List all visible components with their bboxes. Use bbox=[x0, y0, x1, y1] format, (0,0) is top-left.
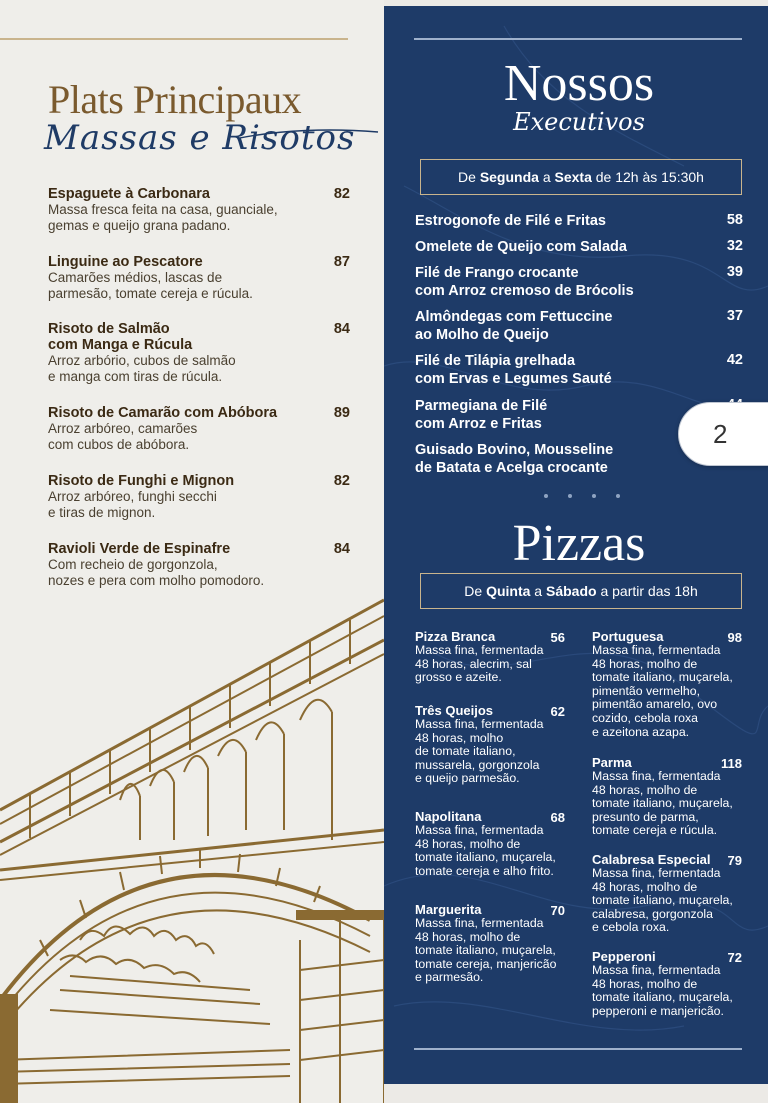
item-name-line2: com Arroz e Fritas bbox=[415, 416, 542, 432]
dish-name: Risoto de Funghi e Mignon bbox=[48, 473, 235, 489]
item-price: 37 bbox=[726, 308, 743, 324]
pizza-price: 68 bbox=[550, 810, 565, 825]
pizza-desc: Massa fina, fermentada bbox=[415, 916, 544, 930]
pizza-name: Marguerita bbox=[415, 902, 482, 917]
dish-name: Espaguete à Carbonara bbox=[48, 186, 210, 202]
dish-desc: parmesão, tomate cereja e rúcula. bbox=[48, 285, 253, 301]
pizza-desc: tomate cereja, manjericão bbox=[415, 956, 557, 971]
pizza-desc: 48 horas, molho de bbox=[592, 782, 698, 797]
pizza-desc: tomate italiano, muçarela, bbox=[415, 850, 556, 865]
dish-desc: Arroz arbório, cubos de salmão bbox=[48, 353, 236, 368]
executive-subtitle: Executivos bbox=[513, 108, 645, 136]
schedule-hours: de 12h às 15:30h bbox=[591, 169, 704, 185]
pizza-desc: tomate italiano, muçarela, bbox=[592, 990, 733, 1005]
item-price: 42 bbox=[726, 352, 743, 368]
pizza-desc: e queijo parmesão. bbox=[415, 771, 520, 786]
pizza-desc: tomate cereja e rúcula. bbox=[592, 823, 718, 838]
dish-name: Ravioli Verde de Espinafre bbox=[48, 541, 231, 557]
pizza-name: Portuguesa bbox=[592, 629, 664, 644]
executive-item bbox=[415, 212, 743, 230]
executive-schedule bbox=[420, 159, 742, 195]
section-title: Plats Principaux bbox=[48, 77, 302, 122]
page-number: 2 bbox=[713, 419, 728, 449]
top-divider bbox=[0, 38, 348, 40]
item-name-line2: com Arroz cremoso de Brócolis bbox=[415, 283, 634, 299]
pizza-desc: e cebola roxa. bbox=[592, 920, 670, 935]
schedule-day-start: Quinta bbox=[486, 583, 531, 599]
pizza-desc: Massa fina, fermentada bbox=[592, 866, 721, 880]
bridge-illustration bbox=[0, 580, 384, 1103]
item-name: Omelete de Queijo com Salada bbox=[415, 239, 627, 255]
dish-desc: e manga com tiras de rúcula. bbox=[48, 368, 223, 384]
item-name: Filé de Tilápia grelhada bbox=[415, 353, 576, 369]
item-name-line2: de Batata e Acelga crocante bbox=[415, 460, 608, 476]
schedule-text: De bbox=[464, 583, 487, 599]
dish-price: 87 bbox=[333, 254, 350, 270]
dish-desc: Camarões médios, lascas de bbox=[48, 270, 223, 285]
pizza-desc: 48 horas, molho bbox=[415, 730, 504, 745]
top-divider bbox=[414, 38, 742, 40]
dish-name: Linguine ao Pescatore bbox=[48, 254, 203, 270]
pizza-item bbox=[415, 630, 565, 685]
schedule-text: De bbox=[458, 169, 480, 185]
pizza-desc: Massa fina, fermentada bbox=[592, 963, 721, 977]
pizza-desc: presunto de parma, bbox=[592, 809, 699, 824]
schedule-day-start: Segunda bbox=[479, 169, 539, 185]
pizza-desc: tomate cereja e alho frito. bbox=[415, 863, 554, 878]
dish-desc: Arroz arbóreo, camarões bbox=[48, 421, 198, 436]
pizza-desc: 48 horas, molho de bbox=[592, 879, 698, 894]
pizza-price: 70 bbox=[550, 903, 565, 918]
page-number-tab[interactable] bbox=[678, 402, 768, 466]
pizza-desc: e parmesão. bbox=[415, 970, 484, 985]
dish-item bbox=[48, 186, 352, 233]
pizza-item bbox=[415, 903, 565, 985]
item-name-line2: com Ervas e Legumes Sauté bbox=[415, 371, 612, 387]
dish-desc: com cubos de abóbora. bbox=[48, 436, 190, 452]
item-name: Almôndegas com Fettuccine bbox=[415, 309, 613, 325]
dish-price: 82 bbox=[333, 186, 350, 202]
executive-item bbox=[415, 264, 743, 300]
pizza-desc: Massa fina, fermentada bbox=[415, 823, 544, 837]
pizza-price: 62 bbox=[550, 704, 565, 719]
dish-price: 82 bbox=[333, 473, 350, 489]
schedule-hours: a partir das 18h bbox=[596, 583, 698, 599]
executive-item bbox=[415, 308, 743, 344]
dish-item bbox=[48, 405, 352, 452]
pizza-name: Parma bbox=[592, 755, 632, 770]
pizza-desc: 48 horas, molho de bbox=[415, 836, 521, 851]
dot-separator bbox=[542, 492, 622, 500]
pizza-name: Três Queijos bbox=[415, 703, 494, 718]
executive-item bbox=[415, 352, 743, 388]
pizza-title: Pizzas bbox=[512, 515, 646, 572]
schedule-text: a bbox=[538, 169, 555, 185]
schedule-day-end: Sábado bbox=[545, 583, 597, 599]
pizza-price: 118 bbox=[721, 756, 742, 771]
pizza-desc: 48 horas, molho de bbox=[592, 656, 698, 671]
pizza-price: 56 bbox=[550, 630, 565, 645]
dish-name: Risoto de Camarão com Abóbora bbox=[48, 405, 278, 421]
right-page bbox=[384, 6, 768, 1084]
pizza-price: 79 bbox=[727, 853, 742, 868]
item-name: Filé de Frango crocante bbox=[415, 265, 579, 281]
pizza-desc: calabresa, gorgonzola bbox=[592, 906, 713, 921]
item-name-line2: ao Molho de Queijo bbox=[415, 327, 549, 343]
pizza-item bbox=[592, 630, 742, 739]
item-name: Guisado Bovino, Mousseline bbox=[415, 442, 614, 458]
pizza-name: Pizza Branca bbox=[415, 629, 496, 644]
pizza-price: 72 bbox=[727, 950, 742, 965]
pizza-desc: Massa fina, fermentada bbox=[415, 717, 544, 731]
dish-desc: Massa fresca feita na casa, guanciale, bbox=[48, 202, 278, 217]
dish-price: 84 bbox=[333, 541, 350, 557]
dish-item bbox=[48, 254, 352, 301]
pizza-desc: tomate italiano, muçarela, bbox=[592, 670, 733, 685]
pizza-name: Pepperoni bbox=[592, 949, 656, 964]
item-price: 58 bbox=[726, 212, 743, 228]
pizza-desc: tomate italiano, muçarela, bbox=[415, 943, 556, 958]
pizza-item bbox=[592, 853, 742, 935]
pizza-item bbox=[415, 810, 565, 878]
item-name: Parmegiana de Filé bbox=[415, 398, 548, 414]
executive-title: Nossos bbox=[503, 55, 655, 112]
pizza-desc: cozido, cebola roxa bbox=[592, 710, 698, 725]
pizza-name: Calabresa Especial bbox=[592, 852, 711, 867]
schedule-text: a bbox=[530, 583, 546, 599]
executive-item bbox=[415, 238, 743, 256]
flourish-decoration bbox=[240, 126, 380, 146]
pizza-desc: 48 horas, molho de bbox=[415, 929, 521, 944]
dish-desc: nozes e pera com molho pomodoro. bbox=[48, 572, 265, 588]
dish-desc: gemas e queijo grana padano. bbox=[48, 217, 231, 233]
pizza-desc: de tomate italiano, bbox=[415, 744, 516, 759]
pizza-desc: grosso e azeite. bbox=[415, 670, 502, 685]
pizza-desc: pepperoni e manjericão. bbox=[592, 1003, 724, 1018]
dish-name-line2: com Manga e Rúcula bbox=[48, 337, 193, 353]
item-name: Estrogonofe de Filé e Fritas bbox=[415, 213, 606, 229]
pizza-desc: e azeitona azapa. bbox=[592, 724, 690, 739]
dish-item bbox=[48, 321, 352, 384]
item-price: 39 bbox=[726, 264, 743, 280]
pizza-desc: tomate italiano, muçarela, bbox=[592, 796, 733, 811]
pizza-price: 98 bbox=[727, 630, 742, 645]
dish-desc: Arroz arbóreo, funghi secchi bbox=[48, 489, 217, 504]
pizza-desc: pimentão vermelho, bbox=[592, 683, 700, 698]
pizza-desc: 48 horas, alecrim, sal bbox=[415, 656, 532, 671]
pizza-desc: Massa fina, fermentada bbox=[415, 643, 544, 657]
pizza-desc: Massa fina, fermentada bbox=[592, 769, 721, 783]
pizza-item bbox=[592, 756, 742, 838]
pizza-desc: 48 horas, molho de bbox=[592, 976, 698, 991]
bottom-divider bbox=[414, 1048, 742, 1050]
pizza-schedule bbox=[420, 573, 742, 609]
pizza-desc: tomate italiano, muçarela, bbox=[592, 893, 733, 908]
dish-name: Risoto de Salmão bbox=[48, 321, 170, 337]
pizza-item bbox=[592, 950, 742, 1018]
pizza-item bbox=[415, 704, 565, 786]
pizza-desc: mussarela, gorgonzola bbox=[415, 757, 540, 772]
dish-item bbox=[48, 473, 352, 520]
dish-price: 89 bbox=[333, 405, 350, 421]
pizza-name: Napolitana bbox=[415, 809, 482, 824]
pizza-desc: Massa fina, fermentada bbox=[592, 643, 721, 657]
dish-price: 84 bbox=[333, 321, 350, 337]
dish-desc: Com recheio de gorgonzola, bbox=[48, 557, 218, 572]
dish-desc: e tiras de mignon. bbox=[48, 504, 156, 520]
schedule-day-end: Sexta bbox=[554, 169, 592, 185]
pizza-desc: pimentão amarelo, ovo bbox=[592, 697, 718, 712]
section-subtitle: Massas e Risotos bbox=[44, 118, 356, 158]
item-price: 32 bbox=[726, 238, 743, 254]
